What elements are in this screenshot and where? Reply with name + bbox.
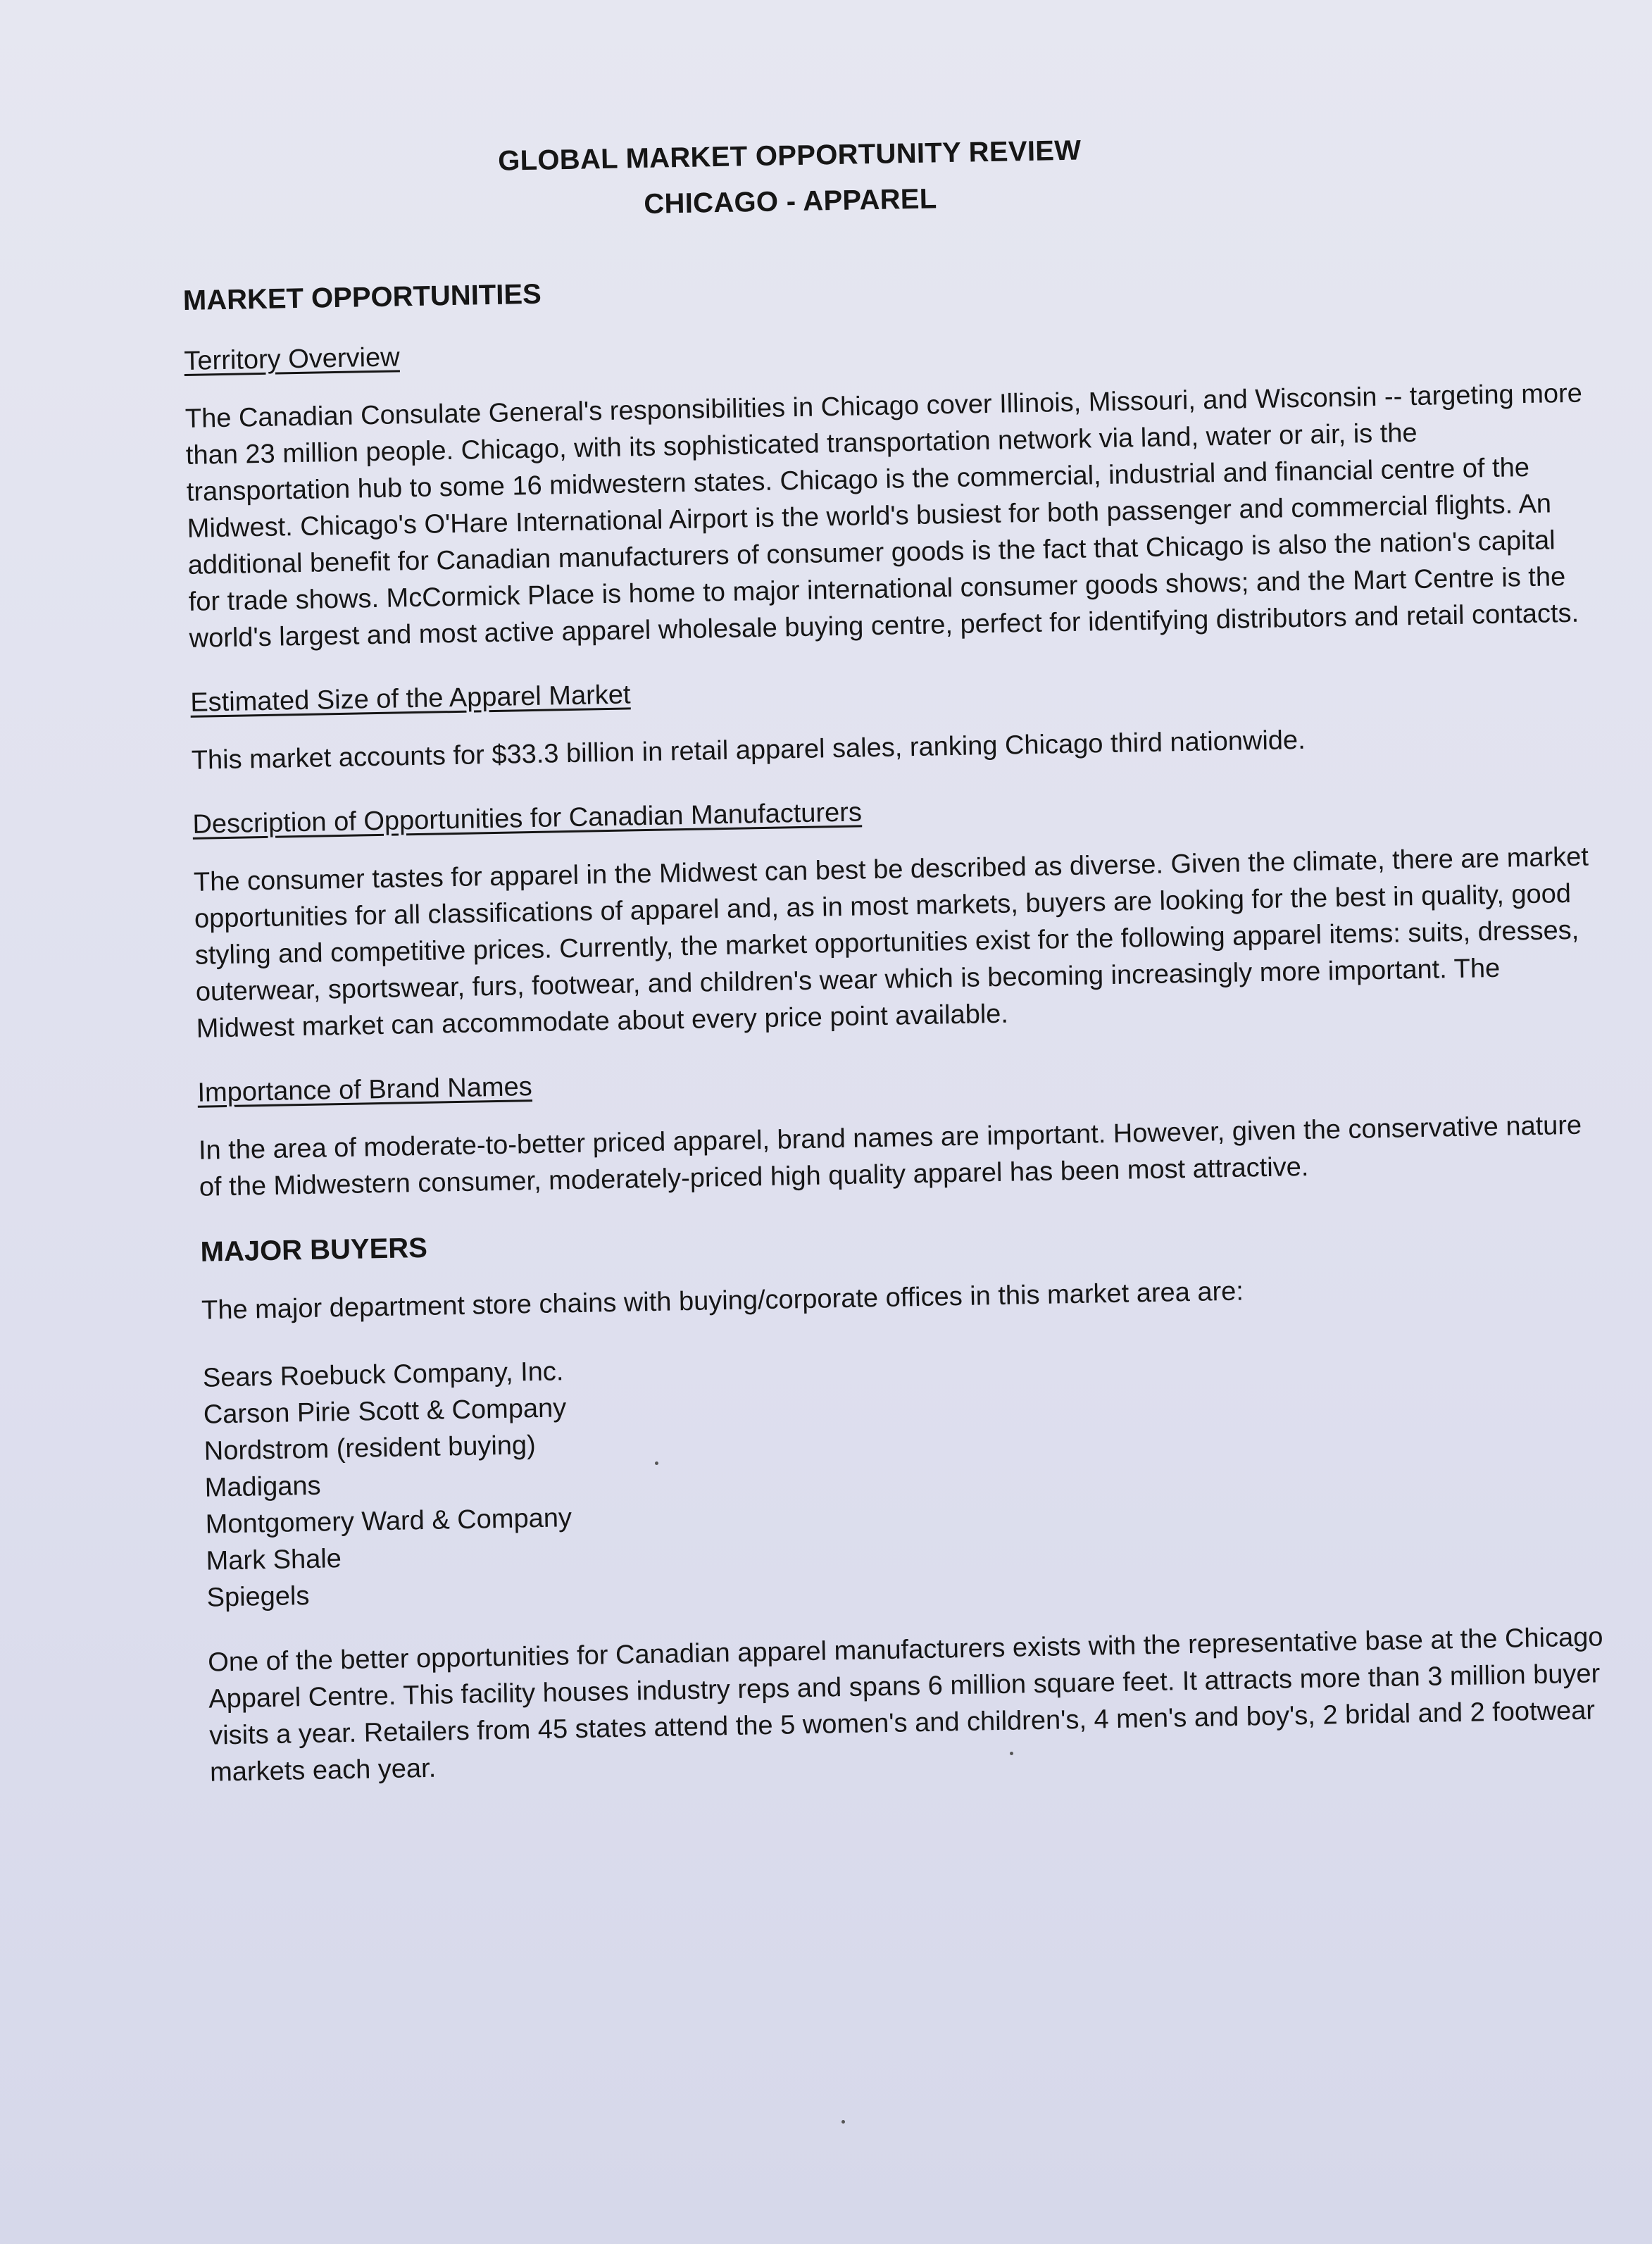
list-item: Mark Shale (206, 1544, 342, 1576)
list-item: Sears Roebuck Company, Inc. (202, 1357, 564, 1393)
list-item: Carson Pirie Scott & Company (203, 1393, 567, 1430)
speck-mark (655, 1461, 658, 1465)
opportunities-description-text: The consumer tastes for apparel in the Midwest can best be described as diverse. Given the climate, there are market opportunities for all classifications of apparel and, as in most markets, buyers are looking for the best in quality, good styling and competitive prices. Currently, the market opportunities exist for the following apparel items: suits, dresses, outerwear, sportswear, furs, footwear, and children's wear which is becoming increasingly more important. The Midwest market can accommodate about every price point available. (193, 842, 1589, 1044)
market-opportunities-heading: MARKET OPPORTUNITIES (182, 278, 542, 316)
brand-names-text: In the area of moderate-to-better priced apparel, brand names are important. However, given the conservative nature of the Midwestern consumer, moderately-priced high quality apparel has been most attractive. (198, 1110, 1582, 1202)
major-buyers-heading: MAJOR BUYERS (200, 1232, 428, 1268)
document-title: GLOBAL MARKET OPPORTUNITY REVIEW (497, 135, 1082, 177)
buyers-list (202, 1334, 1608, 1616)
list-item: Montgomery Ward & Company (205, 1503, 572, 1540)
market-size-heading: Estimated Size of the Apparel Market (189, 680, 631, 718)
document-subtitle: CHICAGO - APPAREL (643, 183, 937, 220)
major-buyers-intro: The major department store chains with buying/corporate offices in this market area are: (201, 1276, 1244, 1326)
brand-names-heading: Importance of Brand Names (197, 1072, 533, 1108)
market-size-text: This market accounts for $33.3 billion in retail apparel sales, ranking Chicago third nationwide. (191, 725, 1306, 775)
list-item: Spiegels (206, 1581, 310, 1613)
list-item: Madigans (204, 1471, 321, 1503)
territory-overview-heading: Territory Overview (184, 342, 400, 376)
speck-mark (1010, 1752, 1013, 1755)
territory-overview-text: The Canadian Consulate General's responsibilities in Chicago cover Illinois, Missouri, and Wisconsin -- targeting more than 23 million people. Chicago, with its sophisticated transportation network via land, water or air, is the transportation hub to some 16 midwestern states. Chicago is the commercial, industrial and financial centre of the Midwest. Chicago's O'Hare International Airport is the world's busiest for both passenger and commercial flights. An additional benefit for Canadian manufacturers of consumer goods is the fact that Chicago is also the nation's capital for trade shows. McCormick Place is home to major international consumer goods shows; and the Mart Centre is the world's largest and most active apparel wholesale buying centre, perfect for identifying distributors and retail contacts. (184, 378, 1583, 654)
list-item: Nordstrom (resident buying) (204, 1430, 537, 1466)
speck-mark (841, 2120, 845, 2124)
document-content (180, 126, 1612, 1822)
apparel-centre-text: One of the better opportunities for Canadian apparel manufacturers exists with the representative base at the Chicago Apparel Centre. This facility houses industry reps and spans 6 million square feet. It attracts more than 3 million buyer visits a year. Retailers from 45 states attend the 5 women's and children's, 4 men's and boy's, 2 bridal and 2 footwear markets each year. (207, 1622, 1603, 1788)
opportunities-description-heading: Description of Opportunities for Canadian Manufacturers (192, 797, 863, 840)
